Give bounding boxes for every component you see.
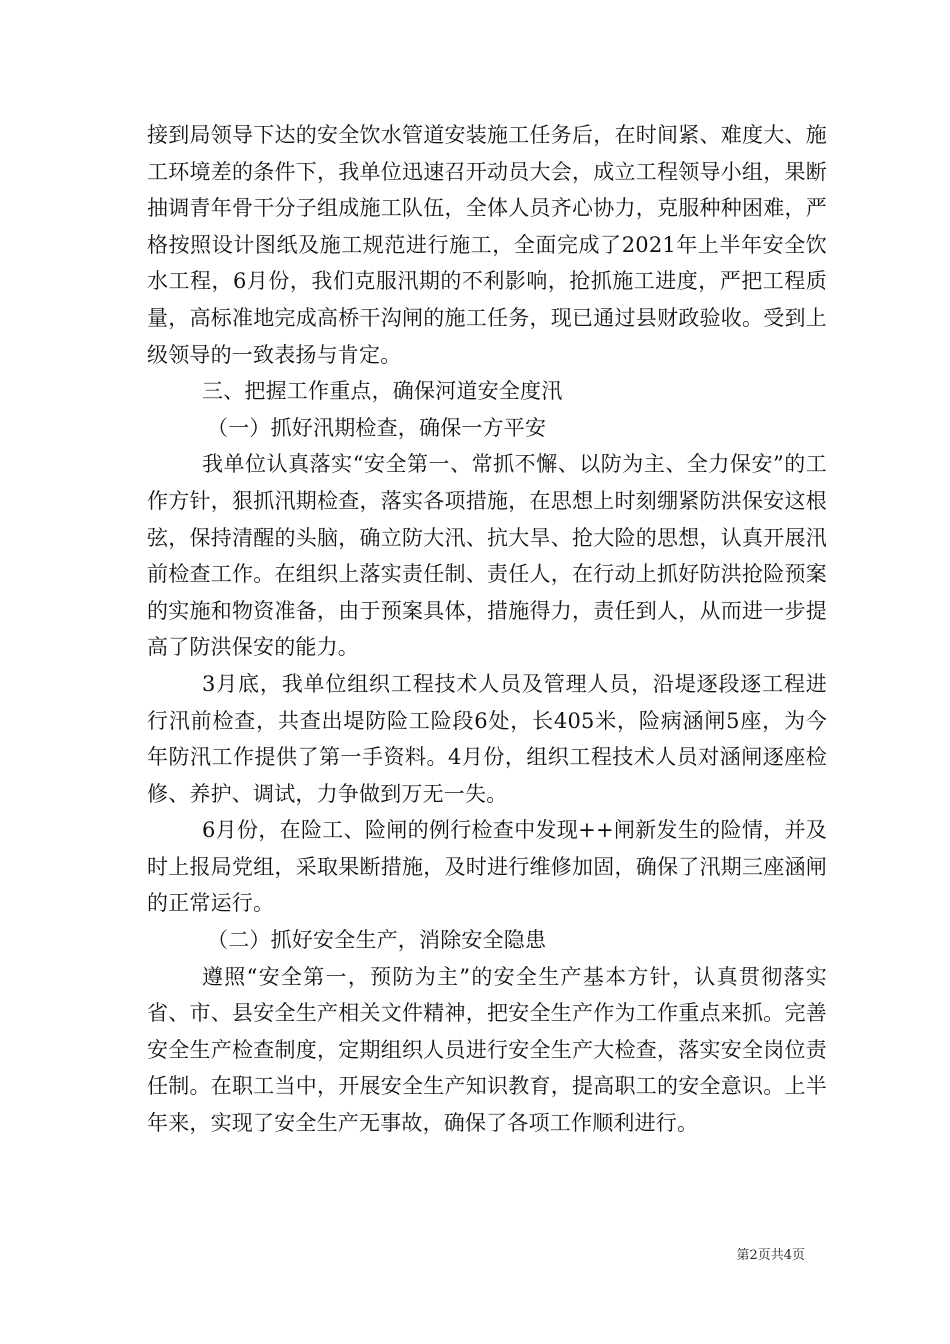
paragraph-march-inspection: 3月底，我单位组织工程技术人员及管理人员，沿堤逐段逐工程进行汛前检查，共查出堤防险工险段6处，长405米，险病涵闸5座，为今年防汛工作提供了第一手资料。4月份，组织工程技术人员对涵闸逐座检修、养护、调试，力争做到万无一失。 — [147, 671, 827, 806]
subsection-heading-one: （一）抓好汛期检查，确保一方平安 — [207, 415, 547, 440]
document-body — [147, 117, 827, 1142]
page-number-footer: 第2页共4页 — [736, 1248, 805, 1263]
paragraph-flood-inspection: 我单位认真落实“安全第一、常抓不懈、以防为主、全力保安”的工作方针，狠抓汛期检查，落实各项措施，在思想上时刻绷紧防洪保安这根弦，保持清醒的头脑，确立防大汛、抗大旱、抢大险的思想，认真开展汛前检查工作。在组织上落实责任制、责任人，在行动上抓好防洪抢险预案的实施和物资准备，由于预案具体，措施得力，责任到人，从而进一步提高了防洪保安的能力。 — [147, 452, 827, 660]
paragraph-june-inspection: 6月份，在险工、险闸的例行检查中发现++闸新发生的险情，并及时上报局党组，采取果断措施，及时进行维修加固，确保了汛期三座涵闸的正常运行。 — [147, 818, 827, 916]
subsection-heading-two: （二）抓好安全生产，消除安全隐患 — [207, 928, 547, 953]
section-heading-three: 三、把握工作重点，确保河道安全度汛 — [202, 379, 563, 404]
paragraph-construction-summary: 接到局领导下达的安全饮水管道安装施工任务后，在时间紧、难度大、施工环境差的条件下，我单位迅速召开动员大会，成立工程领导小组，果断抽调青年骨干分子组成施工队伍，全体人员齐心协力，克服种种困难，严格按照设计图纸及施工规范进行施工，全面完成了2021年上半年安全饮水工程，6月份，我们克服汛期的不利影响，抢抓施工进度，严把工程质量，高标准地完成高桥干沟闸的施工任务，现已通过县财政验收。受到上级领导的一致表扬与肯定。 — [147, 123, 827, 367]
paragraph-safety-production: 遵照“安全第一，预防为主”的安全生产基本方针，认真贯彻落实省、市、县安全生产相关文件精神，把安全生产作为工作重点来抓。完善安全生产检查制度，定期组织人员进行安全生产大检查，落实安全岗位责任制。在职工当中，开展安全生产知识教育，提高职工的安全意识。上半年来，实现了安全生产无事故，确保了各项工作顺利进行。 — [147, 964, 827, 1136]
